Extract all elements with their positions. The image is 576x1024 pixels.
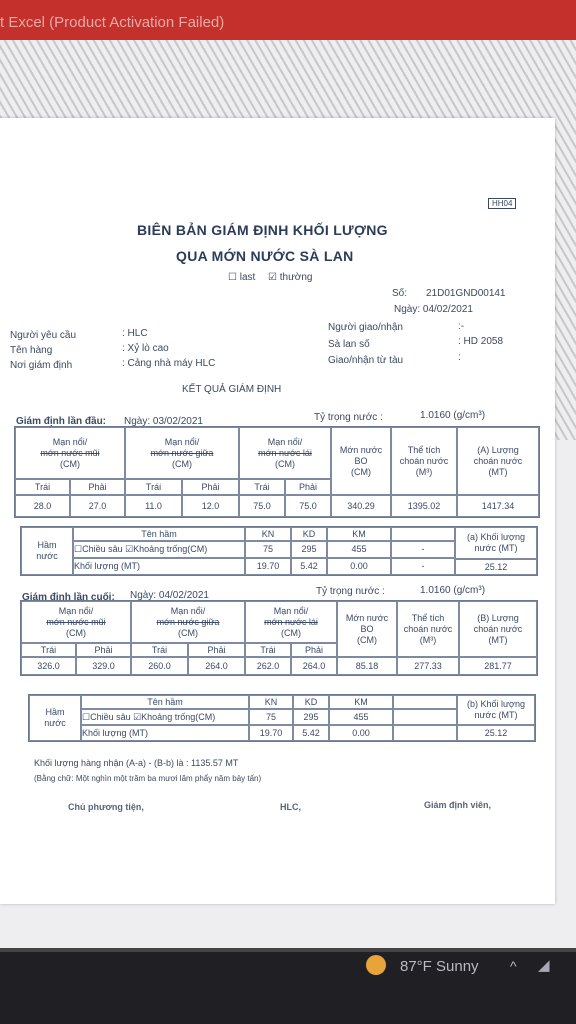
l-header-volume-2: choán nước <box>403 623 453 634</box>
kn-depth: 75 <box>245 541 291 558</box>
h-trai-3: Trái <box>239 479 285 495</box>
weight-row-label: Khối lượng (MT) <box>73 558 245 575</box>
chevron-up-icon[interactable]: ^ <box>510 958 517 974</box>
l-km-header: KM <box>329 695 393 709</box>
l-trai-2: Trái <box>131 643 188 657</box>
hold-label <box>21 527 73 575</box>
l-header-aft-2: mớn nước lái <box>264 616 318 627</box>
sun-icon[interactable] <box>366 955 386 975</box>
l-val-mid-port: 260.0 <box>131 657 188 675</box>
l-water-weight-header-1: (b) Khối lượng <box>467 699 525 709</box>
val-bo: 340.29 <box>331 495 391 517</box>
l-kd-header: KD <box>293 695 329 709</box>
l-val-fore-stbd: 329.0 <box>76 657 131 675</box>
kn-weight: 19.70 <box>245 558 291 575</box>
l-extra-weight <box>393 725 457 741</box>
doc-subtitle: QUA MỚN NƯỚC SÀ LAN <box>176 248 354 264</box>
header-displacement-1: (A) Lượng <box>477 444 519 455</box>
l-header-fore <box>21 601 131 643</box>
l-header-displacement <box>459 601 537 657</box>
l-header-fore-2: mớn nước mũi <box>46 616 106 627</box>
header-mid-unit: (CM) <box>172 458 192 469</box>
val-aft-port: 75.0 <box>239 495 285 517</box>
summary-words: (Bằng chữ: Một nghìn một trăm ba mươi lăm phẩy năm bảy tấn) <box>34 774 262 783</box>
last-survey-heading: Giám định lần cuối: <box>22 592 115 603</box>
place-label: Nơi giám định <box>10 360 73 371</box>
l-header-displacement-2: choán nước <box>473 623 523 634</box>
val-mid-stbd: 12.0 <box>182 495 239 517</box>
deliverer-value: :- <box>458 321 465 332</box>
doc-title: BIÊN BẢN GIÁM ĐỊNH KHỐI LƯỢNG <box>137 222 388 238</box>
l-header-aft-1: Mạn nổi/ <box>273 605 309 616</box>
header-displacement-2: choán nước <box>473 455 523 466</box>
header-aft-2: mớn nước lái <box>258 447 312 458</box>
val-displacement: 1417.34 <box>457 495 539 517</box>
place-value: : Cảng nhà máy HLC <box>122 358 216 369</box>
km-depth: 455 <box>327 541 391 558</box>
l-header-bo-2: BO <box>360 623 374 634</box>
blank-header <box>391 527 455 541</box>
extra-weight: - <box>391 558 455 575</box>
l-kd-weight: 5.42 <box>293 725 329 741</box>
header-bo-3: (CM) <box>351 466 371 477</box>
water-weight-header <box>455 527 537 559</box>
l-header-mid-2: mớn nước giữa <box>156 616 220 627</box>
km-weight: 0.00 <box>327 558 391 575</box>
h-phai-2: Phải <box>182 479 239 495</box>
header-volume-2: choán nước <box>399 455 449 466</box>
so-label: Số: <box>392 288 408 299</box>
val-mid-port: 11.0 <box>125 495 182 517</box>
l-header-mid-unit: (CM) <box>178 627 198 638</box>
header-volume-3: (M³) <box>415 466 433 477</box>
val-aft-stbd: 75.0 <box>285 495 331 517</box>
l-val-bo: 85.18 <box>337 657 397 675</box>
header-bo-2: BO <box>354 455 368 466</box>
header-mid <box>125 427 239 479</box>
l-depth-row-label: ☐Chiều sâu ☑Khoảng trống(CM) <box>81 709 249 725</box>
deliverer-label: Người giao/nhận <box>328 322 403 333</box>
l-weight-row-label: Khối lượng (MT) <box>81 725 249 741</box>
header-mid-1: Mạn nổi/ <box>164 436 200 447</box>
l-header-displacement-1: (B) Lượng <box>477 612 519 623</box>
weather-widget[interactable]: 87°F Sunny <box>400 958 479 975</box>
depth-row-label: ☐Chiều sâu ☑Khoảng trống(CM) <box>73 541 245 558</box>
l-phai-2: Phải <box>188 643 245 657</box>
l-kn-depth: 75 <box>249 709 293 725</box>
h-trai-1: Trái <box>15 479 70 495</box>
signature-owner: Chủ phương tiện, <box>68 802 144 812</box>
cargo-label: Tên hàng <box>10 345 53 356</box>
last-survey-table <box>20 600 538 676</box>
l-hold-label-2: nước <box>44 718 66 728</box>
last-density-value: 1.0160 (g/cm³) <box>420 585 486 596</box>
checkbox-normal: ☑ thường <box>268 272 313 283</box>
l-val-mid-stbd: 264.0 <box>188 657 245 675</box>
kd-header: KD <box>291 527 327 541</box>
signature-hlc: HLC, <box>280 802 301 812</box>
header-bo <box>331 427 391 495</box>
from-ship-value: : <box>458 352 461 363</box>
first-survey-table <box>14 426 540 518</box>
document-page <box>0 118 555 904</box>
form-code: HH04 <box>488 198 516 209</box>
l-hold-label <box>29 695 81 741</box>
header-fore <box>15 427 125 479</box>
l-tank-name-header: Tên hầm <box>81 695 249 709</box>
l-header-aft-unit: (CM) <box>281 627 301 638</box>
l-header-displacement-3: (MT) <box>488 634 508 645</box>
l-header-fore-1: Mạn nổi/ <box>58 605 94 616</box>
l-header-volume <box>397 601 459 657</box>
water-weight-value: 25.12 <box>455 559 537 575</box>
l-phai-3: Phải <box>291 643 337 657</box>
header-aft <box>239 427 331 479</box>
l-trai-3: Trái <box>245 643 291 657</box>
doc-date: Ngày: 04/02/2021 <box>394 304 473 315</box>
l-extra-depth <box>393 709 457 725</box>
l-val-volume: 277.33 <box>397 657 459 675</box>
l-header-bo-3: (CM) <box>357 634 377 645</box>
l-water-weight-value: 25.12 <box>457 725 535 741</box>
val-fore-stbd: 27.0 <box>70 495 125 517</box>
l-val-fore-port: 326.0 <box>21 657 76 675</box>
header-aft-1: Mạn nổi/ <box>267 436 303 447</box>
first-density-value: 1.0160 (g/cm³) <box>420 410 486 421</box>
water-weight-header-2: nước (MT) <box>474 543 518 553</box>
l-val-aft-stbd: 264.0 <box>291 657 337 675</box>
kd-weight: 5.42 <box>291 558 327 575</box>
header-aft-unit: (CM) <box>275 458 295 469</box>
l-phai-1: Phải <box>76 643 131 657</box>
barge-label: Sà lan số <box>328 339 370 350</box>
l-header-mid-1: Mạn nổi/ <box>170 605 206 616</box>
l-blank-header <box>393 695 457 709</box>
requester-label: Người yêu cầu <box>10 330 77 341</box>
h-trai-2: Trái <box>125 479 182 495</box>
water-weight-header-1: (a) Khối lượng <box>467 532 525 542</box>
summary-line: Khối lượng hàng nhận (A-a) - (B-b) là : 1135.57 MT <box>34 758 239 768</box>
first-hold-table <box>20 526 538 576</box>
signature-surveyor: Giám định viên, <box>424 800 492 810</box>
kd-depth: 295 <box>291 541 327 558</box>
so-value: 21D01GND00141 <box>426 288 506 299</box>
taskbar <box>0 952 576 1024</box>
val-fore-port: 28.0 <box>15 495 70 517</box>
l-hold-label-1: Hầm <box>45 707 65 717</box>
wifi-icon[interactable]: ◢ <box>538 957 550 974</box>
l-trai-1: Trái <box>21 643 76 657</box>
l-val-displacement: 281.77 <box>459 657 537 675</box>
kn-header: KN <box>245 527 291 541</box>
header-fore-unit: (CM) <box>60 458 80 469</box>
hold-label-1: Hầm <box>37 540 57 550</box>
header-displacement <box>457 427 539 495</box>
l-header-bo <box>337 601 397 657</box>
hold-label-2: nước <box>36 551 58 561</box>
l-kn-header: KN <box>249 695 293 709</box>
header-mid-2: mớn nước giữa <box>150 447 214 458</box>
tank-name-header: Tên hầm <box>73 527 245 541</box>
h-phai-1: Phải <box>70 479 125 495</box>
result-heading: KẾT QUẢ GIÁM ĐỊNH <box>182 384 282 395</box>
first-survey-date: Ngày: 03/02/2021 <box>124 416 203 427</box>
l-val-aft-port: 262.0 <box>245 657 291 675</box>
l-kd-depth: 295 <box>293 709 329 725</box>
header-volume <box>391 427 457 495</box>
l-header-aft <box>245 601 337 643</box>
cargo-value: : Xỷ lò cao <box>122 343 169 354</box>
l-kn-weight: 19.70 <box>249 725 293 741</box>
l-km-depth: 455 <box>329 709 393 725</box>
l-header-volume-3: (M³) <box>419 634 437 645</box>
header-volume-1: Thể tích <box>407 444 441 455</box>
l-water-weight-header-2: nước (MT) <box>474 710 518 720</box>
val-volume: 1395.02 <box>391 495 457 517</box>
header-fore-2: mớn nước mũi <box>40 447 100 458</box>
l-header-fore-unit: (CM) <box>66 627 86 638</box>
requester-value: : HLC <box>122 328 148 339</box>
km-header: KM <box>327 527 391 541</box>
first-density-label: Tỷ trọng nước : <box>314 412 383 423</box>
checkbox-last: ☐ last <box>228 272 256 283</box>
from-ship-label: Giao/nhận từ tàu <box>328 355 404 366</box>
l-header-volume-1: Thể tích <box>411 612 445 623</box>
extra-depth: - <box>391 541 455 558</box>
barge-value: : HD 2058 <box>458 336 504 347</box>
header-bo-1: Mớn nước <box>339 444 383 455</box>
window-title: t Excel (Product Activation Failed) <box>0 14 225 31</box>
first-survey-heading: Giám định lần đầu: <box>16 416 107 427</box>
header-displacement-3: (MT) <box>488 466 508 477</box>
h-phai-3: Phải <box>285 479 331 495</box>
last-survey-date: Ngày: 04/02/2021 <box>130 590 209 601</box>
last-density-label: Tỷ trọng nước : <box>316 586 385 597</box>
last-hold-table <box>28 694 536 742</box>
header-fore-1: Mạn nổi/ <box>52 436 88 447</box>
l-water-weight-header <box>457 695 535 725</box>
l-header-bo-1: Mớn nước <box>345 612 389 623</box>
l-km-weight: 0.00 <box>329 725 393 741</box>
l-header-mid <box>131 601 245 643</box>
